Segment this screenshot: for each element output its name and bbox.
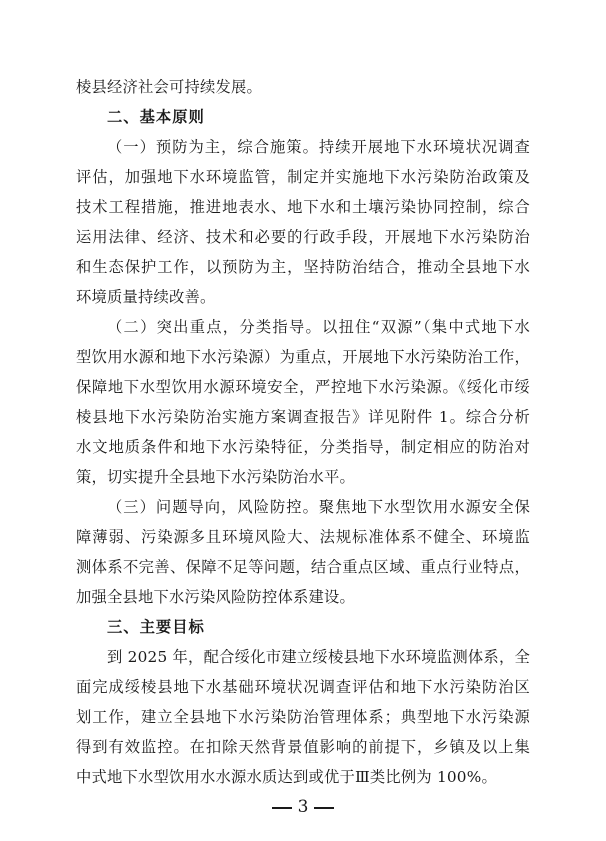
paragraph-line: 保障地下水型饮用水源环境安全，严控地下水污染源。《绥化市绥: [76, 378, 530, 396]
paragraph-line: 划工作，建立全县地下水污染防治管理体系；典型地下水污染源: [76, 708, 530, 726]
paragraph-line: 加强全县地下水污染风险防控体系建设。: [76, 588, 355, 606]
page-number-dash-left: [272, 807, 292, 809]
page-number: [0, 795, 606, 819]
paragraph-line: 和生态保护工作，以预防为主，坚持防治结合，推动全县地下水: [76, 258, 530, 276]
paragraph-line: 型饮用水源和地下水污染源）为重点，开展地下水污染防治工作，: [76, 348, 530, 366]
paragraph-line: 水文地质条件和地下水污染特征，分类指导，制定相应的防治对: [76, 438, 530, 456]
paragraph-line: 面完成绥棱县地下水基础环境状况调查评估和地下水污染防治区: [76, 678, 530, 696]
page-number-dash-right: [314, 807, 334, 809]
paragraph-line: 环境质量持续改善。: [76, 288, 216, 306]
paragraph-line: 得到有效监控。在扣除天然背景值影响的前提下，乡镇及以上集: [76, 738, 530, 756]
paragraph-line: 障薄弱、污染源多且环境风险大、法规标准体系不健全、环境监: [76, 528, 530, 546]
paragraph-line: 测体系不完善、保障不足等问题，结合重点区域、重点行业特点，: [76, 558, 530, 576]
paragraph-line: 中式地下水型饮用水水源水质达到或优于Ⅲ类比例为 100%。: [76, 768, 497, 786]
page-number-value: 3: [297, 797, 309, 817]
paragraph-line: （三）问题导向，风险防控。聚焦地下水型饮用水源安全保: [107, 498, 530, 516]
paragraph-line: 到 2025 年，配合绥化市建立绥棱县地下水环境监测体系，全: [107, 648, 530, 666]
paragraph-line: 运用法律、经济、技术和必要的行政手段，开展地下水污染防治: [76, 228, 530, 246]
paragraph-line: 策，切实提升全县地下水污染防治水平。: [76, 468, 355, 486]
paragraph-line: （一）预防为主，综合施策。持续开展地下水环境状况调查: [107, 138, 530, 156]
paragraph-line: （二）突出重点，分类指导。以扭住“双源”（集中式地下水: [107, 318, 530, 336]
section-heading-basic-principles: 二、基本原则: [107, 108, 205, 126]
section-heading-main-goals: 三、主要目标: [107, 618, 205, 636]
paragraph-line: 棱县经济社会可持续发展。: [76, 78, 262, 96]
paragraph-line: 技术工程措施，推进地表水、地下水和土壤污染协同控制，综合: [76, 198, 530, 216]
paragraph-line: 棱县地下水污染防治实施方案调查报告》详见附件 1。综合分析: [76, 408, 530, 426]
paragraph-line: 评估，加强地下水环境监管，制定并实施地下水污染防治政策及: [76, 168, 530, 186]
